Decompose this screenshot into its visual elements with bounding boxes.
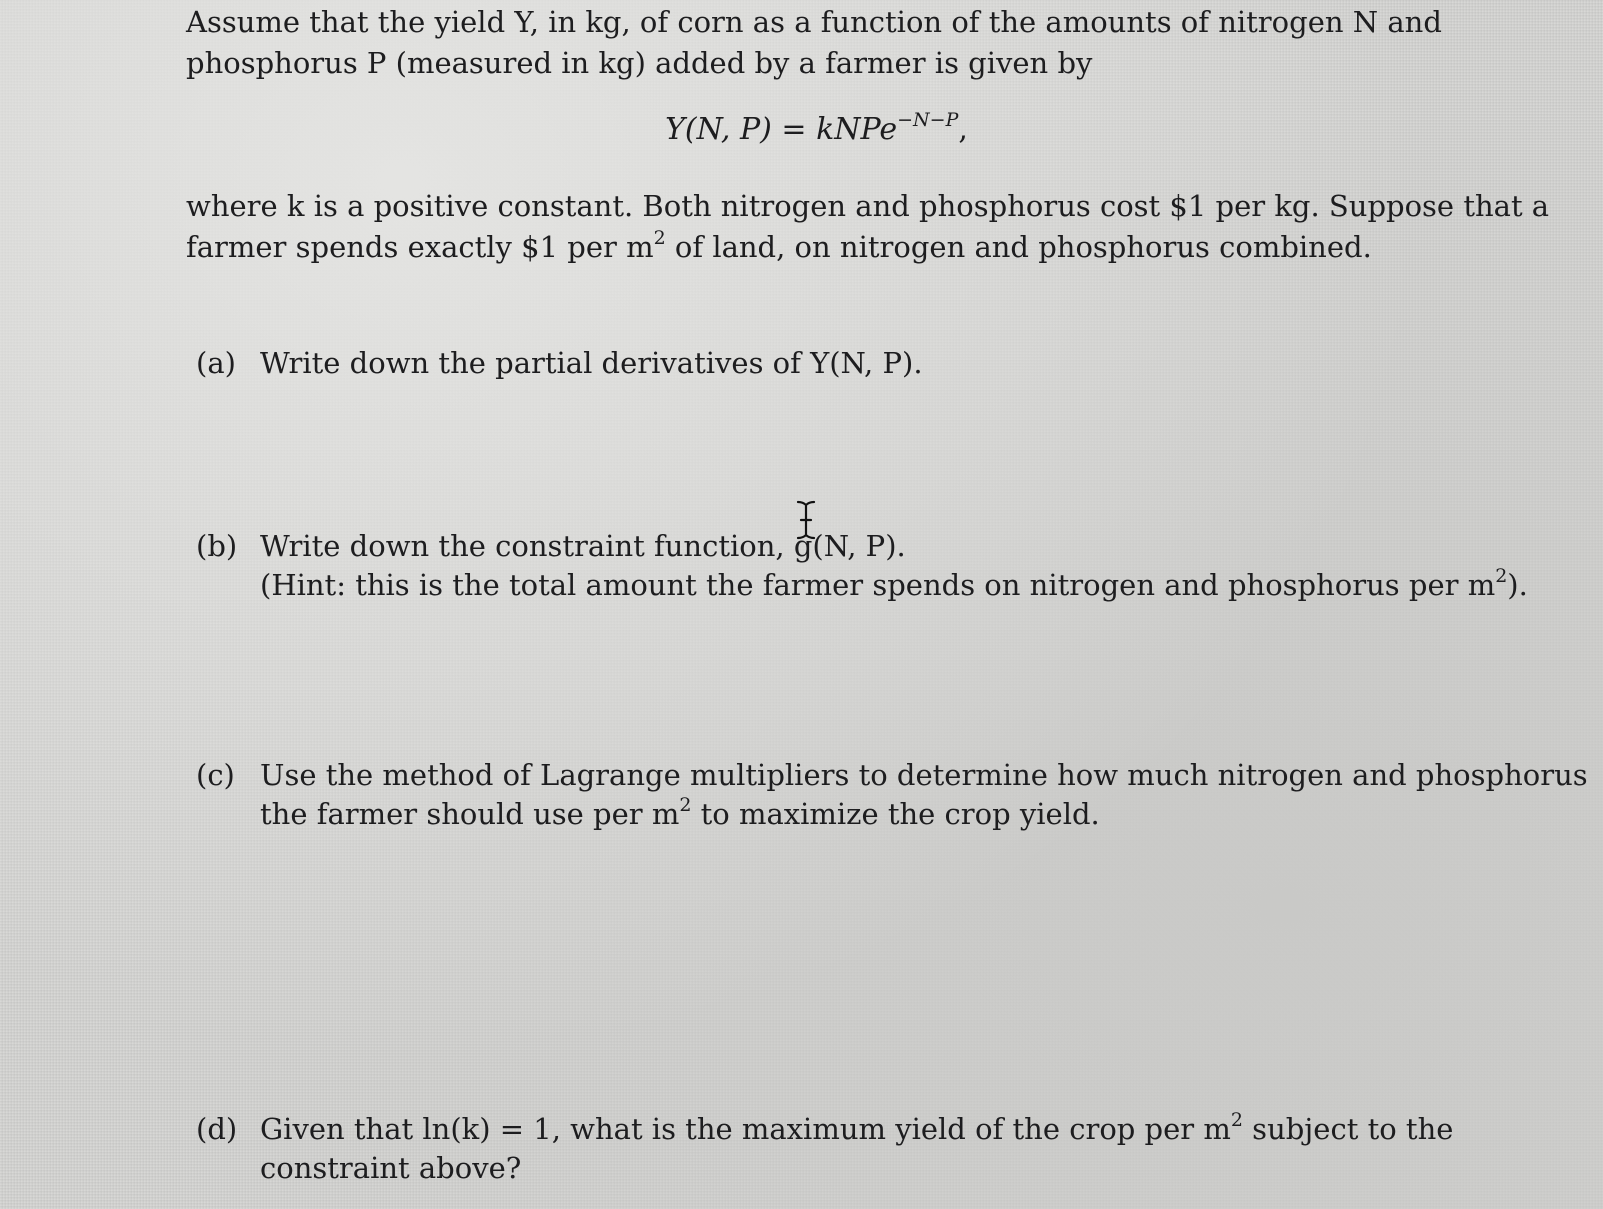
part-c-superscript: 2 — [679, 794, 692, 816]
equation-tail: , — [958, 112, 968, 147]
part-d-line-1-pre: Given that ln(k) = 1, what is the maximum yield of the crop per m — [260, 1112, 1231, 1146]
equation-lhs: Y(N, P) = kNPe — [665, 112, 898, 147]
part-c-text-line-2 — [260, 795, 1516, 834]
part-d-text-line-2: constraint above? — [260, 1151, 522, 1185]
intro-continued-line-1: where k is a positive constant. Both nitrogen and phosphorus cost $1 per kg. Suppose that a — [186, 189, 1550, 223]
part-d-superscript: 2 — [1230, 1109, 1243, 1131]
intro-paragraph — [186, 2, 1516, 84]
part-a-label: (a) — [196, 346, 236, 380]
equation-exponent: −N−P — [897, 109, 959, 131]
part-d-label: (d) — [196, 1112, 238, 1146]
part-d-line-1-post: subject to the — [1242, 1112, 1454, 1146]
intro-line-2: phosphorus P (measured in kg) added by a farmer is given by — [186, 46, 1093, 80]
intro-continued-line-2-post: of land, on nitrogen and phosphorus combined. — [665, 230, 1372, 264]
part-b-hint — [260, 565, 1528, 605]
part-b-label: (b) — [196, 529, 238, 563]
question-part-a — [196, 344, 1516, 383]
part-c-label: (c) — [196, 758, 235, 792]
part-c-line-2-post: to maximize the crop yield. — [691, 797, 1100, 831]
question-part-b — [196, 527, 1528, 605]
intro-continued-paragraph — [186, 186, 1550, 268]
part-a-text: Write down the partial derivatives of Y(N, P). — [260, 346, 923, 380]
part-b-hint-post: ). — [1507, 568, 1528, 602]
intro-continued-superscript: 2 — [653, 227, 666, 249]
part-c-text-line-1: Use the method of Lagrange multipliers to determine how much nitrogen and phosphorus — [260, 758, 1588, 792]
part-d-text-line-1 — [260, 1110, 1516, 1149]
part-b-text-line-1: Write down the constraint function, g(N, P). — [260, 529, 906, 563]
text-cursor-icon — [795, 500, 817, 540]
yield-equation — [0, 109, 1603, 147]
question-part-c — [196, 756, 1588, 834]
part-c-line-2-pre: the farmer should use per m — [260, 797, 680, 831]
part-b-hint-superscript: 2 — [1495, 565, 1508, 587]
question-part-d — [196, 1110, 1516, 1188]
intro-continued-line-2 — [186, 227, 1516, 268]
part-b-hint-pre: (Hint: this is the total amount the farmer spends on nitrogen and phosphorus per m — [260, 568, 1496, 602]
intro-line-1: Assume that the yield Y, in kg, of corn as a function of the amounts of nitrogen N and — [186, 5, 1442, 39]
intro-continued-line-2-pre: farmer spends exactly $1 per m — [186, 230, 654, 264]
